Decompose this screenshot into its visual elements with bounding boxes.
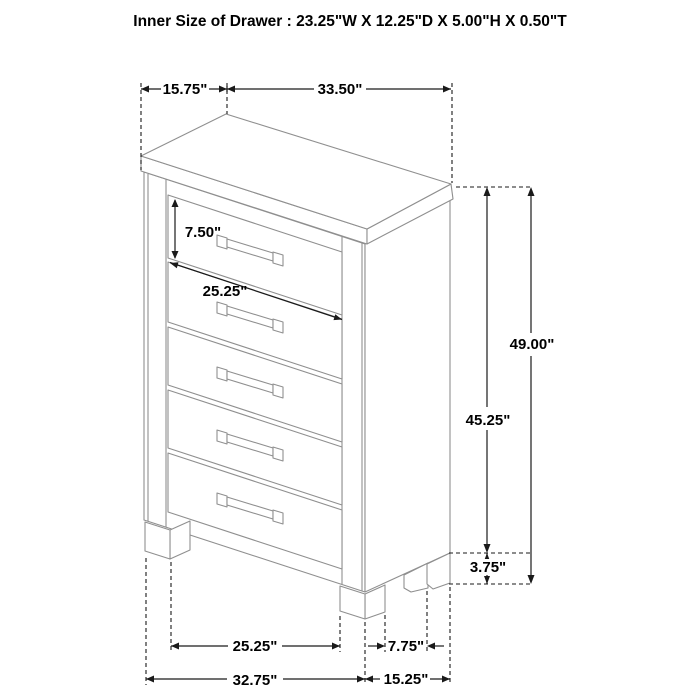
label-case-height: 45.25"	[465, 412, 511, 429]
label-top-width: 33.50"	[317, 81, 363, 98]
label-front-leg-span: 25.25"	[232, 638, 278, 655]
label-drawer-width: 25.25"	[202, 283, 248, 300]
label-drawer-height: 7.50"	[184, 224, 222, 241]
label-base-front-width: 32.75"	[232, 672, 278, 689]
label-base-side-depth: 15.25"	[383, 671, 429, 688]
label-side-leg-span: 7.75"	[387, 638, 425, 655]
label-overall-height: 49.00"	[509, 336, 555, 353]
label-top-depth: 15.75"	[162, 81, 208, 98]
label-leg-height: 3.75"	[469, 559, 507, 576]
chest-drawing	[141, 114, 453, 619]
case-right-face	[365, 200, 450, 592]
page-title: Inner Size of Drawer : 23.25"W X 12.25"D X 5.00"H X 0.50"T	[133, 13, 567, 30]
